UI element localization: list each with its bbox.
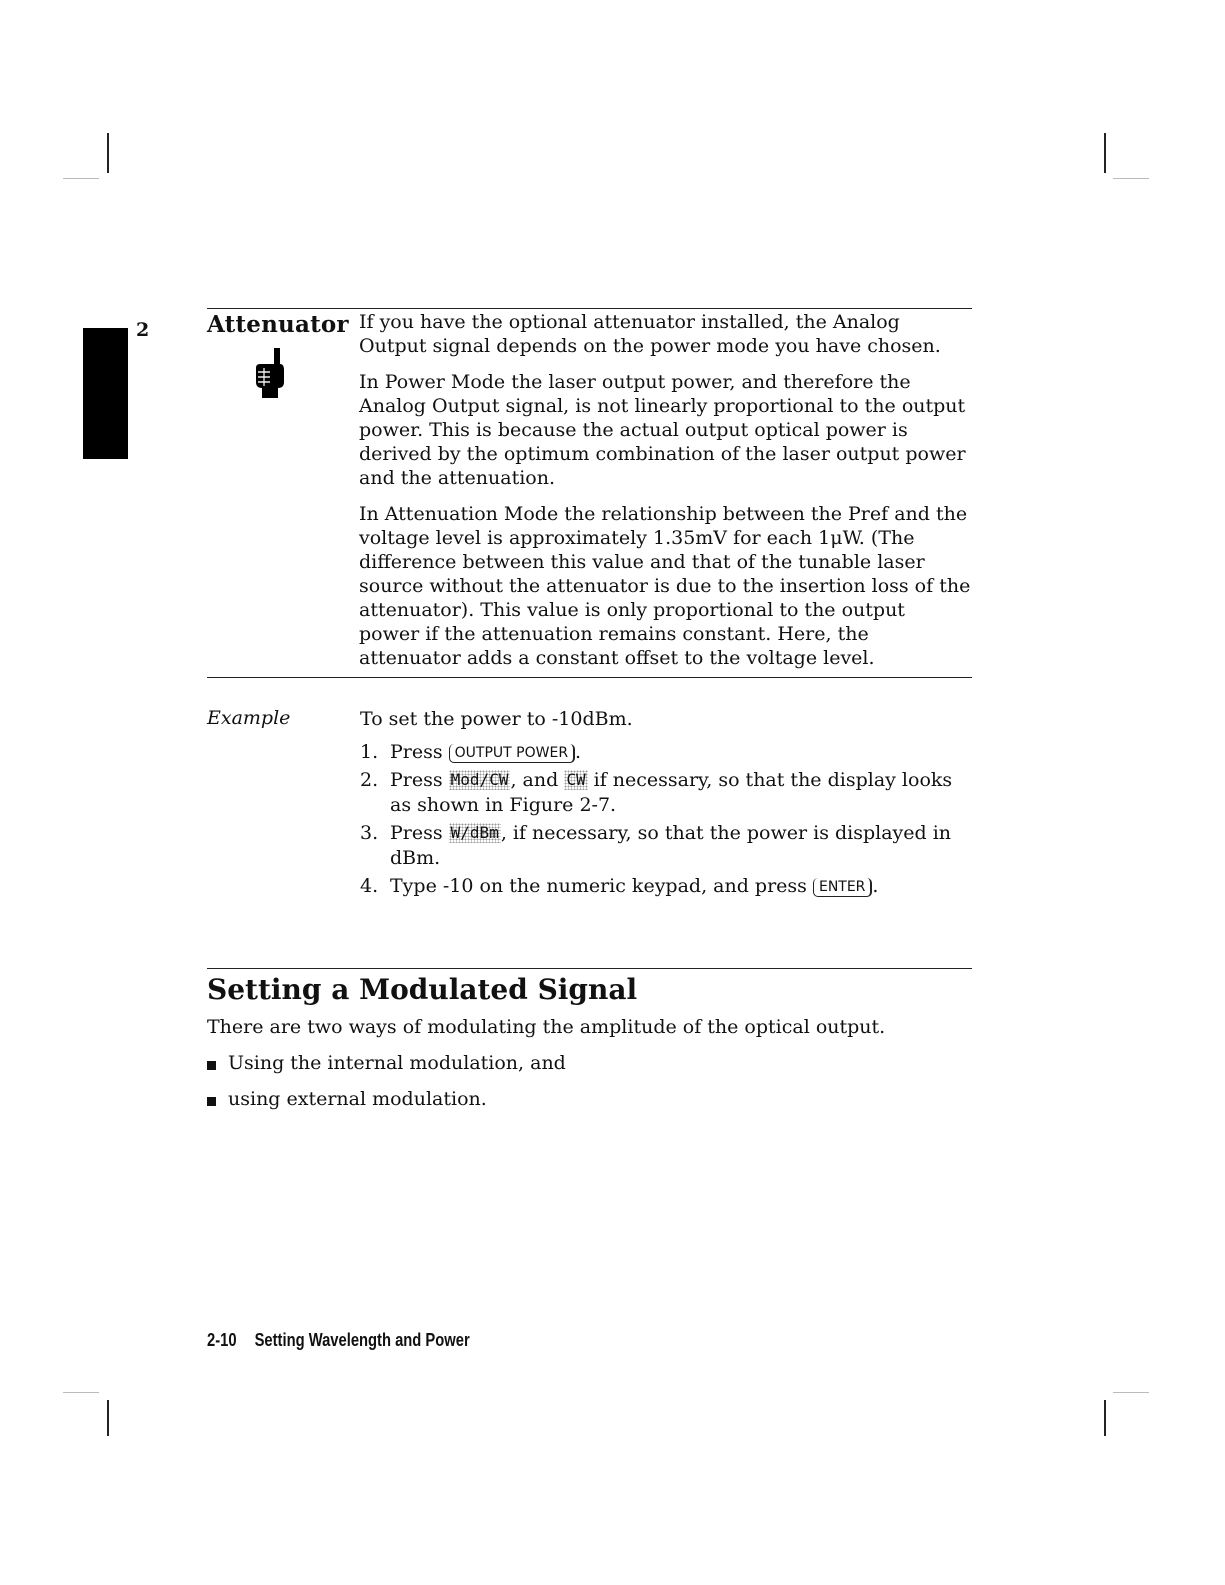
step-item bbox=[360, 768, 972, 818]
cw-softkey: CW bbox=[566, 770, 586, 789]
list-item: using external modulation. bbox=[207, 1088, 566, 1124]
crop-mark-bottom-left bbox=[107, 1400, 109, 1436]
step-item bbox=[360, 821, 972, 871]
example-intro: To set the power to -10dBm. bbox=[360, 708, 633, 730]
page-number: 2-10 bbox=[207, 1330, 237, 1350]
footer-title: Setting Wavelength and Power bbox=[254, 1330, 470, 1350]
crop-mark-bottom-right bbox=[1104, 1400, 1106, 1436]
modulation-list bbox=[207, 1052, 566, 1124]
attenuator-paragraph: In Power Mode the laser output power, and therefore the Analog Output signal, is not linearly proportional to the output power. This is because the actual output optical power is derived by the optimum combination of the laser output power and the attenuation. bbox=[359, 371, 966, 489]
step-text: Press bbox=[390, 822, 449, 844]
section-heading: Setting a Modulated Signal bbox=[207, 973, 638, 1006]
step-number: 4. bbox=[360, 875, 379, 897]
list-item: Using the internal modulation, and bbox=[207, 1052, 566, 1088]
mod-cw-softkey: Mod/CW bbox=[450, 770, 509, 789]
pointing-hand-note-icon bbox=[250, 348, 290, 400]
crop-mark-top-right bbox=[1104, 133, 1106, 173]
crop-mark-bottom-left-h bbox=[63, 1392, 99, 1393]
step-number: 3. bbox=[360, 822, 379, 844]
attenuator-paragraph: If you have the optional attenuator installed, the Analog Output signal depends on the power mode you have chosen. bbox=[359, 311, 941, 357]
step-item bbox=[360, 740, 972, 765]
step-text: Press bbox=[390, 741, 449, 763]
example-label: Example bbox=[207, 707, 291, 729]
crop-mark-bottom-right-h bbox=[1113, 1392, 1149, 1393]
top-rule bbox=[207, 308, 972, 309]
attenuator-paragraph: In Attenuation Mode the relationship between the Pref and the voltage level is approximately 1.35mV for each 1μW. (The difference between this value and that of the tunable laser source without the attenuator is due to the insertion loss of the attenuator). This value is only proportional to the output power if the attenuation remains constant. Here, the attenuator adds a constant offset to the voltage level. bbox=[359, 503, 971, 669]
w-dbm-softkey: W/dBm bbox=[450, 823, 499, 842]
step-text: , if necessary, so that the power is displayed in dBm. bbox=[390, 822, 952, 869]
page-footer bbox=[207, 1330, 470, 1351]
step-text: . bbox=[575, 741, 582, 763]
mid-rule bbox=[207, 677, 972, 678]
crop-mark-top-left-h bbox=[63, 178, 99, 179]
chapter-tab-bar bbox=[83, 328, 128, 459]
step-text: Press bbox=[390, 769, 449, 791]
attenuator-text bbox=[359, 310, 971, 682]
crop-mark-top-right-h bbox=[1113, 178, 1149, 179]
section-rule bbox=[207, 968, 972, 969]
step-text: , and bbox=[510, 769, 565, 791]
enter-key: ENTER bbox=[813, 878, 872, 897]
output-power-key: OUTPUT POWER bbox=[449, 744, 575, 763]
step-item bbox=[360, 874, 972, 899]
section-intro: There are two ways of modulating the amplitude of the optical output. bbox=[207, 1016, 886, 1038]
chapter-number: 2 bbox=[136, 319, 150, 341]
example-steps bbox=[360, 740, 972, 902]
step-number: 2. bbox=[360, 769, 379, 791]
step-number: 1. bbox=[360, 741, 379, 763]
attenuator-heading: Attenuator bbox=[207, 311, 349, 338]
step-text: . bbox=[872, 875, 879, 897]
step-text: Type -10 on the numeric keypad, and press bbox=[390, 875, 813, 897]
crop-mark-top-left bbox=[107, 133, 109, 173]
step-text: if necessary, so that the display looks as shown in Figure 2-7. bbox=[390, 769, 953, 816]
